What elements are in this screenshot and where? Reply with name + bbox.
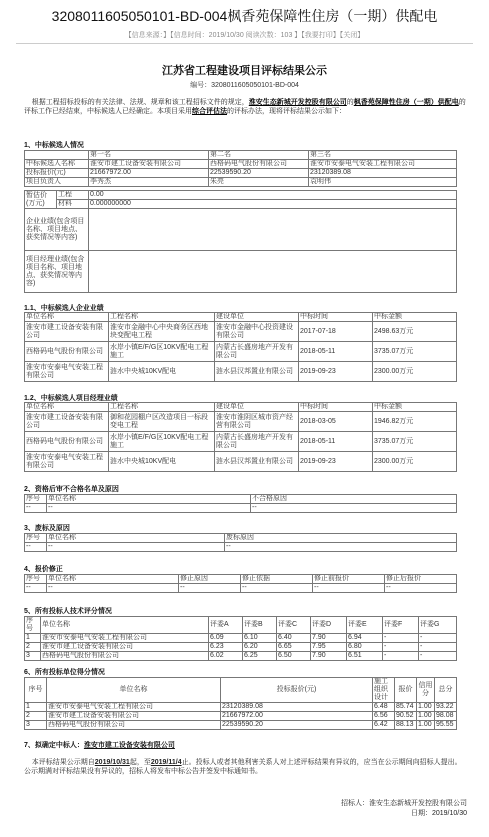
intro-text-2: 的 [346,99,354,106]
intro-paragraph [24,98,468,116]
publicity-notice [24,758,468,776]
table-cell: 1 [25,634,41,643]
table-cell: 6.50 [277,652,311,661]
intro-owner: 淮安生态新城开发控股有限公司 [248,99,347,106]
intro-text-3: 的评标工作已经结束，中标候选人已经确定。本项目采用 [24,99,466,115]
table-cell: 水岸小镇E/F/G区10KV配电工程施工 [109,432,215,452]
table-cell: 淮安市安泰电气安装工程有限公司 [309,160,457,169]
table-cell: 2498.63万元 [373,322,457,342]
table-cell: - [383,634,419,643]
table-cell: 6.23 [209,643,243,652]
header-cell: 工程名称 [109,313,215,322]
table-cell: 2018-03-05 [299,412,373,432]
table-row [25,634,457,643]
header-cell: 中标金额 [373,313,457,322]
table-header-row [25,575,457,584]
signature-date: 日期：2019/10/30 [410,810,467,817]
table-cell: 李秀杰 [89,178,209,187]
table-cell: 袁明伟 [309,178,457,187]
table-cell: -- [225,543,457,552]
rejected-table [24,533,457,552]
table-cell: 6.94 [347,634,383,643]
section-6-title: 6、所有投标单位得分情况 [24,669,105,676]
winner-label: 7、拟确定中标人： [24,742,84,749]
table-row [25,703,457,712]
table-cell: - [383,652,419,661]
table-cell: -- [241,584,313,593]
header-divider [16,43,473,44]
header-cell: 评委B [243,617,277,634]
table-cell: - [419,652,457,661]
table-cell: 6.42 [373,721,395,730]
section-2-title: 2、资格后审不合格名单及原因 [24,486,119,493]
header-cell: 废标原因 [225,534,457,543]
table-cell: 6.40 [277,634,311,643]
table-row [25,432,457,452]
header-cell: 单位名称 [47,678,221,703]
table-row [25,643,457,652]
header-cell: 建设单位 [215,403,299,412]
header-cell: 中标时间 [299,313,373,322]
total-score-table [24,677,457,730]
header-cell: 修正原因 [179,575,241,584]
table-cell: 2017-07-18 [299,322,373,342]
table-cell: 材料 [57,200,89,209]
table-cell: 21667972.00 [89,169,209,178]
table-header-row [25,534,457,543]
table-cell: -- [25,504,47,513]
table-cell: 淮安市建工设备安装有限公司 [89,160,209,169]
table-row [25,169,457,178]
table-cell: 涟水县汉邦置业有限公司 [215,362,299,382]
notice-text-1: 本评标结果公示期自 [31,759,95,766]
table-cell: 6.09 [209,634,243,643]
table-cell: 2018-05-11 [299,342,373,362]
table-cell: -- [47,504,251,513]
table-cell: 内蒙古长盛房地产开发有限公司 [215,432,299,452]
header-cell: 单位名称 [47,495,251,504]
table-cell: 淮安市安泰电气安装工程有限公司 [47,703,221,712]
page-title: 3208011605050101-BD-004枫香苑保障性住房（一期）供配电 [51,8,438,24]
header-cell: 序号 [25,495,47,504]
table-cell: 淮安市安泰电气安装工程有限公司 [25,452,109,472]
performance-table [24,208,457,293]
table-cell: 西格码电气股份有限公司 [47,721,221,730]
table-cell: 21667972.00 [221,712,373,721]
table-cell: 涟水中央城10KV配电 [109,452,215,472]
table-cell: 3 [25,652,41,661]
table-row [25,504,457,513]
table-cell: 淮安市建工设备安装有限公司 [25,412,109,432]
technical-score-table [24,616,457,661]
table-cell: 2 [25,712,47,721]
table-row [25,543,457,552]
table-row [25,362,457,382]
table-cell: 朱亮 [209,178,309,187]
table-cell: 2018-05-11 [299,432,373,452]
table-row [25,160,457,169]
table-cell: -- [47,584,179,593]
header-cell: 评委C [277,617,311,634]
table-header-row [25,313,457,322]
table-cell: - [419,643,457,652]
table-cell: 2300.00万元 [373,362,457,382]
notice-text-2: 起，至 [129,759,151,766]
header-cell: 序号 [25,575,47,584]
table-cell: 6.10 [243,634,277,643]
header-cell: 中标时间 [299,403,373,412]
document-title: 江苏省工程建设项目评标结果公示 [162,65,327,77]
table-cell: 西格码电气股份有限公司 [25,342,109,362]
header-cell: 评委A [209,617,243,634]
header-cell: 中标金额 [373,403,457,412]
table-cell: -- [385,584,457,593]
table-cell: - [383,643,419,652]
table-cell: 御和花园棚户区改造项目一标段变电工程 [109,412,215,432]
table-cell: 90.52 [395,712,417,721]
table-cell: 西格码电气股份有限公司 [41,652,209,661]
table-cell: -- [25,543,47,552]
row-label: 中标候选人名称 [25,160,89,169]
table-cell [89,251,457,293]
header-cell: 单位名称 [47,534,225,543]
table-cell: 水岸小镇E/F/G区10KV配电工程施工 [109,342,215,362]
header-cell: 第三名 [309,151,457,160]
header-cell: 总分 [435,678,457,703]
header-cell: 修正后报价 [385,575,457,584]
temp-price-label: 暂估价 (万元) [25,191,57,209]
table-cell: 涟水县汉邦置业有限公司 [215,452,299,472]
header-cell: 工程名称 [109,403,215,412]
table-row [25,322,457,342]
table-cell [89,209,457,251]
table-cell: 淮安市安泰电气安装工程有限公司 [25,362,109,382]
table-cell: 2019-09-23 [299,362,373,382]
winner-name: 淮安市建工设备安装有限公司 [83,742,175,749]
table-row [25,721,457,730]
table-cell: 7.95 [311,643,347,652]
table-cell: 85.74 [395,703,417,712]
table-cell: 淮安市建工设备安装有限公司 [25,322,109,342]
notice-start-date: 2019/10/31 [94,759,130,766]
table-cell: 淮安市淮阴区城市资产经营有限公司 [215,412,299,432]
enterprise-performance-table [24,312,457,382]
table-row [25,652,457,661]
table-cell: 2 [25,643,41,652]
table-cell: 1.00 [417,703,435,712]
table-cell: 1 [25,703,47,712]
table-row [25,342,457,362]
header-cell: 序号 [25,534,47,543]
table-cell: 6.65 [277,643,311,652]
table-cell: -- [179,584,241,593]
table-cell: 西格码电气股份有限公司 [25,432,109,452]
header-cell: 修正前报价 [313,575,385,584]
section-1-title: 1、中标候选人情况 [24,142,84,149]
price-correction-table [24,574,457,593]
table-cell: 23120389.08 [309,169,457,178]
header-cell: 单位名称 [47,575,179,584]
table-cell: 0.000000000 [89,200,457,209]
table-cell: 7.90 [311,652,347,661]
table-cell: 6.51 [347,652,383,661]
header-cell: 评委F [383,617,419,634]
table-cell: 6.48 [373,703,395,712]
table-row [25,178,457,187]
table-cell: 2019-09-23 [299,452,373,472]
table-cell: -- [313,584,385,593]
header-cell: 序号 [25,617,41,634]
notice-text-3: 止。投标人或者其他利害关系人对上述评标结果有异议的，应当在公示期间向招标人提出。公示期满对评标结果没有异议的，招标人将发布中标公告并签发中标通知书。 [24,759,462,775]
table-cell: 西格码电气股份有限公司 [209,160,309,169]
header-cell: 单位名称 [25,313,109,322]
intro-project: 枫香苑保障性住房（一期）供配电 [353,99,459,106]
header-cell [25,151,89,160]
table-header-row [25,678,457,703]
section-1-1-title: 1.1、中标候选人企业业绩 [24,305,104,312]
table-cell: 6.20 [243,643,277,652]
table-cell: 3 [25,721,47,730]
table-cell: 1.00 [417,712,435,721]
disqualified-table [24,494,457,513]
table-cell: 3735.07万元 [373,432,457,452]
header-cell: 修正依据 [241,575,313,584]
intro-text-4: 的评标办法，现将评标结果公示如下： [227,108,346,115]
table-cell: -- [25,584,47,593]
table-header-row [25,495,457,504]
table-cell: 淮安市安泰电气安装工程有限公司 [41,634,209,643]
header-cell: 评委E [347,617,383,634]
header-cell: 信用分 [417,678,435,703]
header-cell: 第二名 [209,151,309,160]
table-cell: 7.90 [311,634,347,643]
section-4-title: 4、报价修正 [24,566,63,573]
header-cell: 建设单位 [215,313,299,322]
table-cell: -- [251,504,457,513]
table-cell: 2300.00万元 [373,452,457,472]
candidates-table [24,150,457,187]
temp-price-table [24,190,457,209]
table-cell: 淮安市金融中心投资建设有限公司 [215,322,299,342]
table-header-row [25,151,457,160]
document-number: 编号：3208011605050101-BD-004 [190,82,299,89]
table-cell: 6.56 [373,712,395,721]
header-cell: 投标报价(元) [221,678,373,703]
header-cell: 单位名称 [41,617,209,634]
section-3-title: 3、废标及原因 [24,525,70,532]
table-cell: 93.22 [435,703,457,712]
table-cell: 淮安市金融中心中央商务区西地块变配电工程 [109,322,215,342]
header-cell: 不合格原因 [251,495,457,504]
table-cell: 22539590.20 [209,169,309,178]
table-cell: 6.80 [347,643,383,652]
row-label: 投标报价(元) [25,169,89,178]
info-meta-line[interactable]: 【信息来源：】【信息时间：2019/10/30 阅读次数：103 】【我要打印】【关闭】 [124,32,365,39]
table-header-row [25,617,457,634]
table-cell: 涟水中央城10KV配电 [109,362,215,382]
table-cell: -- [47,543,225,552]
section-5-title: 5、所有投标人技术评分情况 [24,608,112,615]
table-cell: 6.02 [209,652,243,661]
table-cell: 22539590.20 [221,721,373,730]
table-cell: 内蒙古长盛房地产开发有限公司 [215,342,299,362]
row-label: 项目负责人 [25,178,89,187]
table-cell: 1946.82万元 [373,412,457,432]
table-cell: 98.08 [435,712,457,721]
header-cell: 序号 [25,678,47,703]
header-cell: 评委D [311,617,347,634]
manager-performance-label: 项目经理业绩(包含项目名称、项目地点、获奖情况等内容) [25,251,89,293]
enterprise-performance-label: 企业业绩(包含项目名称、项目地点、获奖情况等内容) [25,209,89,251]
table-cell: 3735.07万元 [373,342,457,362]
table-cell: 88.13 [395,721,417,730]
header-cell: 评委G [419,617,457,634]
section-1-2-title: 1.2、中标候选人项目经理业绩 [24,395,118,402]
table-cell: 95.55 [435,721,457,730]
table-cell: 淮安市建工设备安装有限公司 [47,712,221,721]
header-cell: 报价 [395,678,417,703]
tenderer-signature: 招标人：淮安生态新城开发控股有限公司 [341,800,467,807]
table-cell: - [419,634,457,643]
table-header-row [25,403,457,412]
header-cell: 施工组织设计 [373,678,395,703]
manager-performance-table [24,402,457,472]
table-cell: 1.00 [417,721,435,730]
table-cell: 淮安市建工设备安装有限公司 [41,643,209,652]
intro-method: 综合评估法 [192,108,227,115]
table-cell: 0.00 [89,191,457,200]
header-cell: 第一名 [89,151,209,160]
section-7-title [24,740,175,750]
table-cell: 23120389.08 [221,703,373,712]
table-row [25,584,457,593]
table-row [25,412,457,432]
table-cell: 6.25 [243,652,277,661]
table-cell: 工程 [57,191,89,200]
notice-end-date: 2019/11/4 [150,759,182,766]
table-row [25,452,457,472]
intro-text-1: 根据工程招标投标的有关法律、法规、规章和该工程招标文件的规定， [31,99,249,106]
table-row [25,712,457,721]
header-cell: 单位名称 [25,403,109,412]
